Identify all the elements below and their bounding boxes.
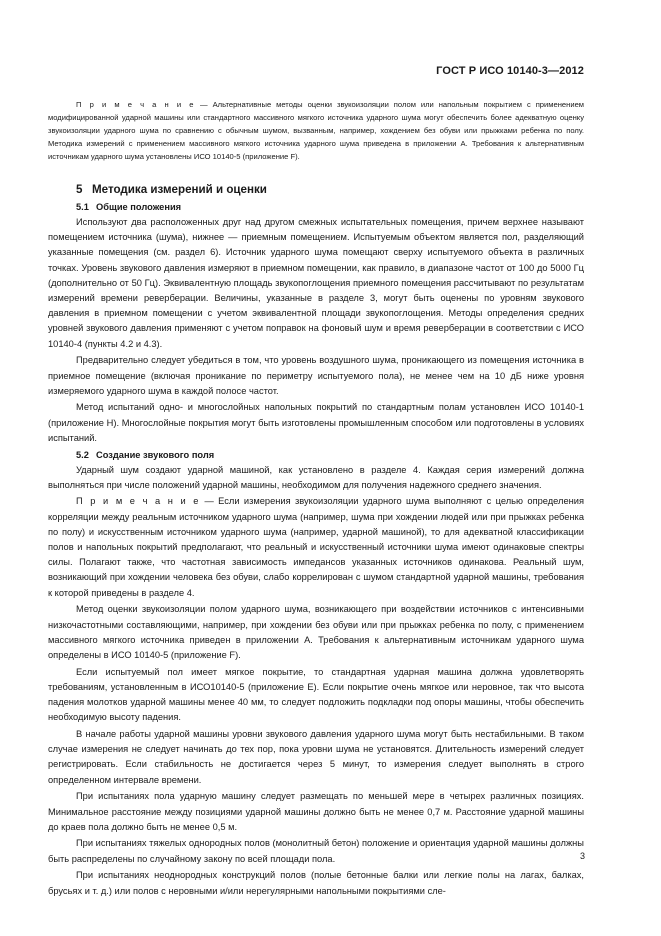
body-paragraph: Используют два расположенных друг над другом смежных испытательных помещения, причем верхнее называют помещением источника (шума), нижнее — приемным помещением. Испытуемым объектом является пол, разделяющий указанные помещения (см. раздел 6). Источник ударного шума помещают сверху испытуемого объекта в различных точках. Уровень звукового давления измеряют в приемном помещении, как правило, в диапазоне частот от 100 до 5000 Гц (дополнительно от 50 Гц). Эквивалентную площадь звукопоглощения приемного помещения рассчитывают по результатам измерений времени реверберации. Величины, указанные в разделе 3, могут быть оценены по уровням звукового давления в приемном помещении с учетом эквивалентной площади звукопоглощения. Методы определения средних уровней звукового давления применяют с учетом поправок на фоновый шум и время реверберации в соответствии с ИСО 10140-4 (пункты 4.2 и 4.3). [48, 217, 584, 349]
body-paragraph: При испытаниях тяжелых однородных полов (монолитный бетон) положение и ориентация ударной машины должны быть распределены по случайному закону по всей площади пола. [48, 838, 584, 864]
body-paragraph: Метод испытаний одно- и многослойных напольных покрытий по стандартным полам установлен ИСО 10140-1 (приложение Н). Многослойные покрытия могут быть изготовлены промышленным способом или подготовлены в условиях испытаний. [48, 402, 584, 443]
page-content [48, 98, 584, 900]
section-number: 5 [76, 183, 83, 196]
subsection-heading [76, 200, 584, 214]
note-paragraph [48, 494, 584, 600]
body-paragraph: При испытаниях неоднородных конструкций полов (полые бетонные балки или легкие полы на лагах, балках, брусьях и т. д.) или полов с неровными и/или нерегулярными напольными покрытиями сле- [48, 870, 584, 896]
body-paragraph: При испытаниях пола ударную машину следует размещать по меньшей мере в четырех различных позициях. Минимальное расстояние между позициями ударной машины должно быть не менее 0,7 м. Расстояние ударной машины до краев пола должно быть не менее 0,5 м. [48, 791, 584, 832]
body-paragraph: Ударный шум создают ударной машиной, как установлено в разделе 4. Каждая серия измерений должна выполняться при числе положений ударной машины, необходимом для получения надежного среднего значения. [48, 464, 584, 490]
note-text: — Альтернативные методы оценки звукоизоляции полом или напольным покрытием с применением модифицированной ударной машины или стандартного массивного мягкого источника ударного шума могут обеспечить более адекватную оценку звукоизоляции ударного шума по сравнению с обычным шумом, вызванным, например, хождением без обуви или прыжками ребенка по полу. Методика измерений с применением массивного мягкого источника ударного шума приведена в приложении А. Требования к альтернативным источникам ударного шума установлены ИСО 10140-5 (приложение F). [48, 100, 585, 161]
body-paragraph: Если испытуемый пол имеет мягкое покрытие, то стандартная ударная машина должна удовлетворять требованиям, установленным в ИСО10140-5 (приложение Е). Если покрытие очень мягкое или неровное, так что высота падения молотков ударной машины менее 40 мм, то следует подложить подкладки под опоры машины, чтобы обеспечить необходимую высоту падения. [48, 666, 584, 723]
note-label: П р и м е ч а н и е [76, 496, 201, 507]
body-paragraph: В начале работы ударной машины уровни звукового давления ударного шума могут быть нестабильными. В таком случае измерения не следует начинать до тех пор, пока уровни шума не установятся. Длительность измерений следует регистрировать. Если стабильность не достигается через 5 минут, то измерения следует выполнять в строго определенном интервале времени. [48, 729, 584, 785]
section-heading [76, 183, 584, 196]
document-code-header: ГОСТ Р ИСО 10140-3—2012 [436, 65, 584, 77]
note-label: П р и м е ч а н и е [76, 100, 196, 109]
page-number: 3 [579, 851, 585, 861]
note-paragraph [48, 98, 584, 163]
subsection-number: 5.1 [76, 202, 89, 212]
section-title: Методика измерений и оценки [92, 183, 267, 196]
subsection-title: Создание звукового поля [96, 449, 215, 460]
section-body [48, 200, 584, 899]
note-text: — Если измерения звукоизоляции ударного шума выполняют с целью определения корреляции между реальным источником ударного шума (например, шума при хождении людей или при прыжках ребенка по полу) и искусственным источником ударного шума (например, ударной машиной), то для адекватной классификации полов и напольных покрытий предполагают, что реальный и искусственный источники шума имеют одинаковые спектры силы. Полагают также, что частотная зависимость импедансов указанных источников одинакова. Реальный шум, возникающий при хождении человека без обуви, слабо коррелирован с шумом стандартной ударной машины, требования к которой приведены в разделе 4. [48, 496, 584, 598]
body-paragraph: Метод оценки звукоизоляции полом ударного шума, возникающего при воздействии источников с интенсивными низкочастотными составляющими, например, при хождении без обуви или при прыжках ребенка по полу, с применением массивного мягкого источника приведен в приложении А. Требования к альтернативным источникам ударного шума определены в ИСО 10140-5 (приложение F). [48, 604, 584, 660]
subsection-title: Общие положения [96, 202, 182, 212]
body-paragraph: Предварительно следует убедиться в том, что уровень воздушного шума, проникающего из помещения источника в приемное помещение (включая проникание по периметру испытуемого пола), не менее чем на 10 дБ ниже уровня измеряемого ударного шума в каждой полосе частот. [48, 355, 584, 396]
subsection-number: 5.2 [76, 449, 89, 460]
subsection-heading [76, 448, 584, 462]
